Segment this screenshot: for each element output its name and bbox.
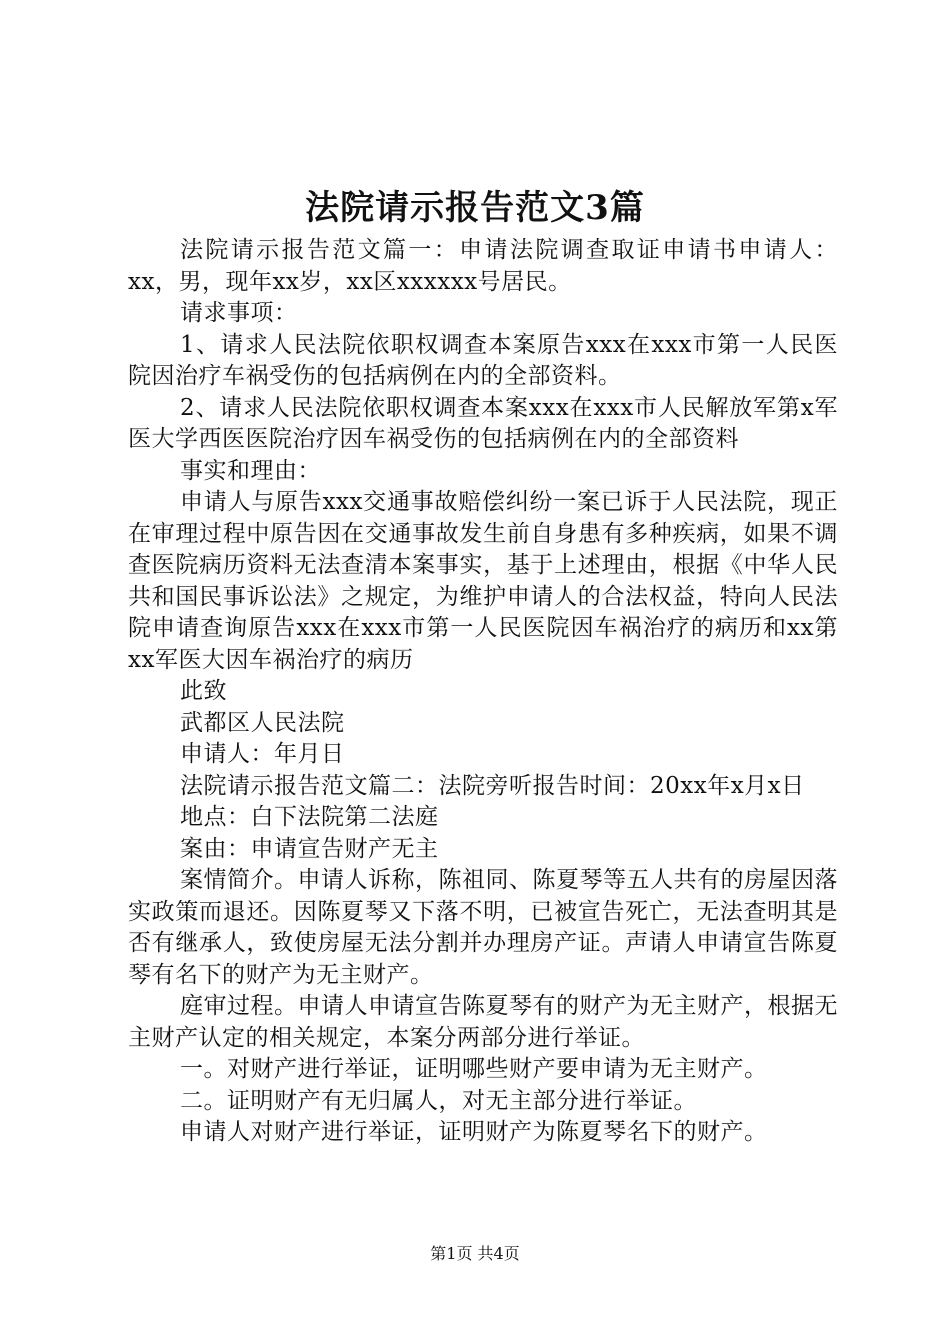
paragraph-15: 一。对财产进行举证，证明哪些财产要申请为无主财产。 — [180, 1056, 768, 1082]
paragraph-3: 1、请求人民法院依职权调查本案原告xxx在xxx市第一人民医院因治疗车祸受伤的包括病例在内的全部资料。 — [128, 331, 838, 389]
paragraph-6: 申请人与原告xxx交通事故赔偿纠纷一案已诉于人民法院，现正在审理过程中原告因在交通事故发生前自身患有多种疾病，如果不调查医院病历资料无法查清本案事实，基于上述理由，根据《中华人民共和国民事诉讼法》之规定，为维护申请人的合法权益，特向人民法院申请查询原告xxx在xxx市第一人民医院因车祸治疗的病历和xx第xx军医大因车祸治疗的病历 — [128, 489, 838, 673]
paragraph-9: 申请人：年月日 — [180, 741, 345, 767]
paragraph-10: 法院请示报告范文篇二：法院旁听报告时间：20xx年x月x日 — [180, 772, 805, 799]
paragraph-13: 案情简介。申请人诉称，陈祖同、陈夏琴等五人共有的房屋因落实政策而退还。因陈夏琴又下落不明，已被宣告死亡，无法查明其是否有继承人，致使房屋无法分割并办理房产证。声请人申请宣告陈夏琴有名下的财产为无主财产。 — [128, 867, 838, 988]
paragraph-8: 武都区人民法院 — [180, 709, 345, 736]
page-number-footer: 第1页 共4页 — [430, 1244, 520, 1263]
document-title: 法院请示报告范文3篇 — [305, 188, 645, 228]
paragraph-4: 2、请求人民法院依职权调查本案xxx在xxx市人民解放军第x军医大学西医医院治疗因车祸受伤的包括病例在内的全部资料 — [128, 394, 838, 452]
paragraph-17: 申请人对财产进行举证，证明财产为陈夏琴名下的财产。 — [180, 1119, 768, 1145]
paragraph-12: 案由：申请宣告财产无主 — [180, 835, 439, 862]
paragraph-7: 此致 — [180, 678, 227, 704]
paragraph-2: 请求事项： — [180, 300, 298, 326]
paragraph-11: 地点：白下法院第二法庭 — [180, 804, 439, 830]
document-body — [128, 235, 838, 1149]
paragraph-16: 二。证明财产有无归属人，对无主部分进行举证。 — [180, 1087, 697, 1114]
paragraph-1: 法院请示报告范文篇一：申请法院调查取证申请书申请人：xx，男，现年xx岁，xx区xxxxxx号居民。 — [128, 237, 838, 295]
paragraph-14: 庭审过程。申请人申请宣告陈夏琴有的财产为无主财产，根据无主财产认定的相关规定，本案分两部分进行举证。 — [128, 993, 838, 1051]
paragraph-5: 事实和理由： — [180, 457, 321, 484]
